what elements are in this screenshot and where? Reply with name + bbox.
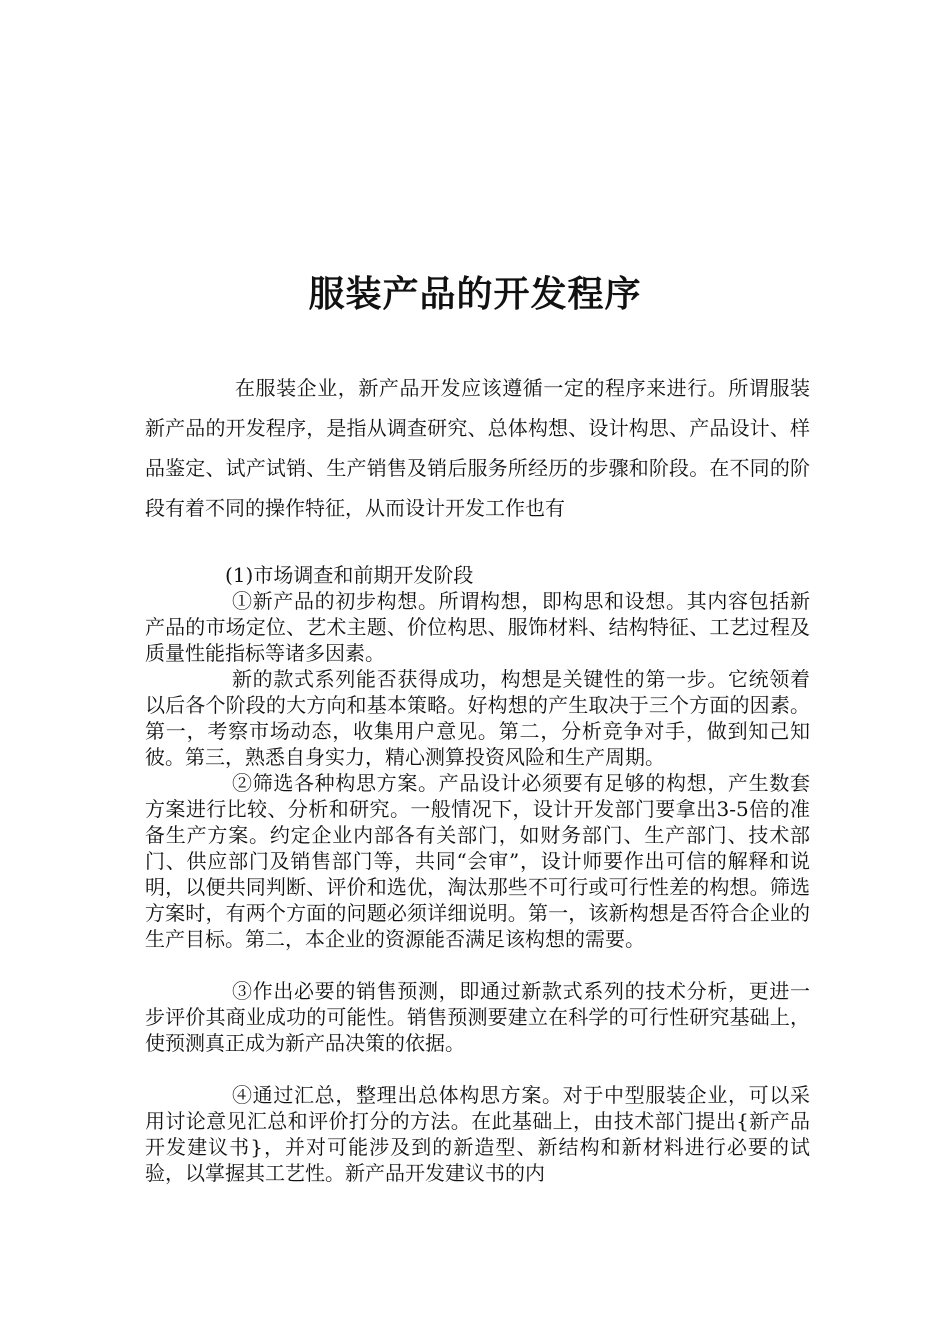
paragraph-overall-plan: ④通过汇总，整理出总体构思方案。对于中型服装企业，可以采用讨论意见汇总和评价打分的方法。在此基础上，由技术部门提出{新产品开发建议书}，并对可能涉及到的新造型、新结构和新材料进行必要的试验，以掌握其工艺性。新产品开发建议书的内 xyxy=(145,1083,810,1185)
section-heading: (1)市场调查和前期开发阶段 xyxy=(225,563,474,587)
paragraph-spacer xyxy=(145,1056,810,1082)
paragraph-concept-importance: 新的款式系列能否获得成功，构想是关键性的第一步。它统领着以后各个阶段的大方向和基本策略。好构想的产生取决于三个方面的因素。第一，考察市场动态，收集用户意见。第二，分析竞争对手，做到知己知彼。第三，熟悉自身实力，精心测算投资风险和生产周期。 xyxy=(145,667,810,769)
intro-paragraph: 在服装企业，新产品开发应该遵循一定的程序来进行。所谓服装新产品的开发程序，是指从调查研究、总体构想、设计构思、产品设计、样品鉴定、试产试销、生产销售及销后服务所经历的步骤和阶段。在不同的阶段有着不同的操作特征，从而设计开发工作也有 xyxy=(145,376,810,520)
paragraph-screen-plans: ②筛选各种构思方案。产品设计必须要有足够的构想，产生数套方案进行比较、分析和研究。一般情况下，设计开发部门要拿出3-5倍的准备生产方案。约定企业内部各有关部门，如财务部门、生产部门、技术部门、供应部门及销售部门等，共同“会审”，设计师要作出可信的解释和说明，以便共同判断、评价和选优，淘汰那些不可行或可行性差的构想。筛选方案时，有两个方面的问题必须详细说明。第一，该新构想是否符合企业的生产目标。第二，本企业的资源能否满足该构想的需要。 xyxy=(145,771,810,951)
paragraph-initial-concept: ①新产品的初步构想。所谓构想，即构思和设想。其内容包括新产品的市场定位、艺术主题、价位构思、服饰材料、结构特征、工艺过程及质量性能指标等诸多因素。 xyxy=(145,589,810,665)
paragraph-spacer xyxy=(145,952,810,978)
paragraph-sales-forecast: ③作出必要的销售预测，即通过新款式系列的技术分析，更进一步评价其商业成功的可能性。销售预测要建立在科学的可行性研究基础上，使预测真正成为新产品决策的依据。 xyxy=(145,979,810,1055)
document-title: 服装产品的开发程序 xyxy=(308,273,642,315)
document-body xyxy=(145,562,810,1186)
